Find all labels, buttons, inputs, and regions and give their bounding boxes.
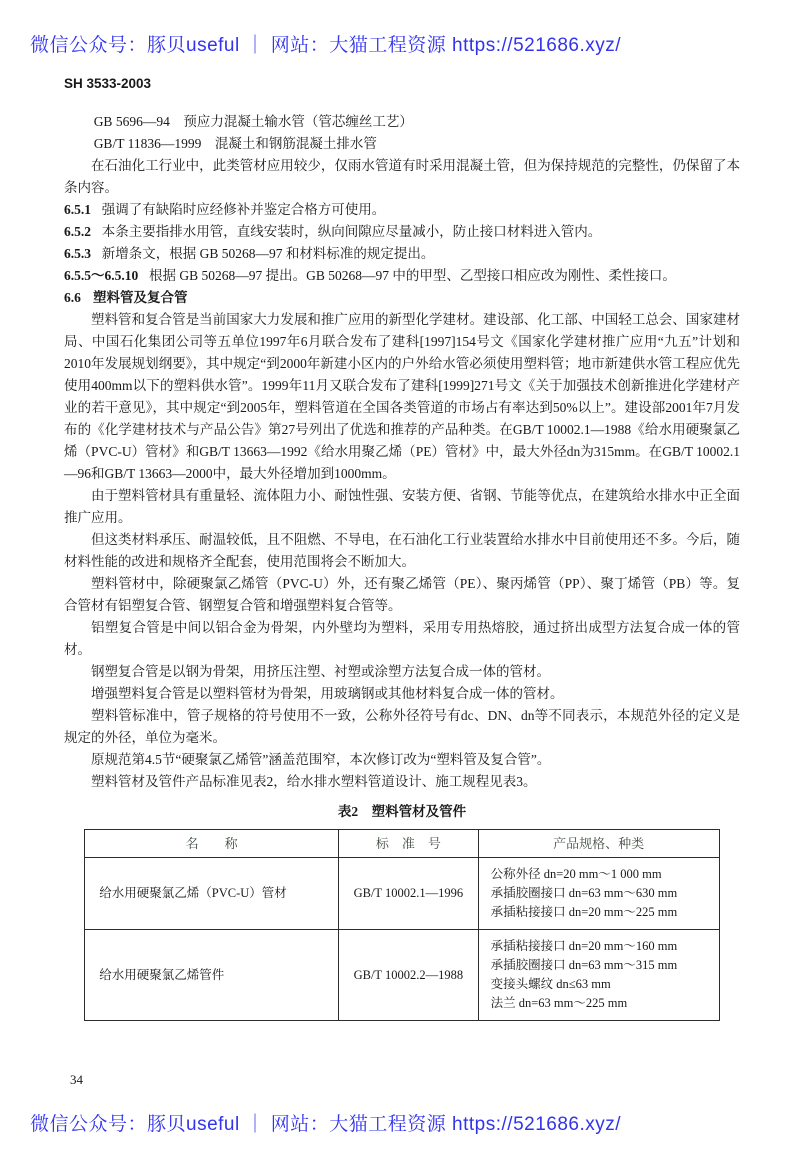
- paragraph: 原规范第4.5节“硬聚氯乙烯管”涵盖范围窄，本次修订改为“塑料管及复合管”。: [91, 752, 551, 767]
- clause-number: 6.5.3: [64, 246, 91, 261]
- spec-line: 承插胶圈接口 dn=63 mm～630 mm: [490, 886, 678, 900]
- clause-6-5-2: [64, 221, 740, 243]
- spec-line: 法兰 dn=63 mm～225 mm: [490, 996, 628, 1010]
- cell-specs: [478, 930, 719, 1021]
- cell-standard-number: GB/T 10002.2—1988: [339, 930, 479, 1021]
- clause-number: 6.5.1: [64, 202, 91, 217]
- clause-6-5-3: [64, 243, 740, 265]
- paragraph: 由于塑料管材具有重量轻、流体阻力小、耐蚀性强、安装方便、省钢、节能等优点，在建筑给水排水中正全面推广应用。: [64, 488, 740, 525]
- section-heading-6-6: [64, 287, 740, 309]
- cell-standard-number: GB/T 10002.1—1996: [339, 858, 479, 930]
- paragraph: 塑料管材中，除硬聚氯乙烯管（PVC-U）外，还有聚乙烯管（PE）、聚丙烯管（PP）、聚丁烯管（PB）等。复合管材有铝塑复合管、钢塑复合管和增强塑料复合管等。: [64, 576, 740, 613]
- table-caption: 表2 塑料管材及管件: [337, 804, 467, 819]
- spec-line: 变接头螺纹 dn≤63 mm: [490, 977, 611, 991]
- cell-specs: [478, 858, 719, 930]
- spec-line: 承插粘接接口 dn=20 mm～225 mm: [490, 905, 678, 919]
- paragraph: 塑料管标准中，管子规格的符号使用不一致，公称外径符号有dc、DN、dn等不同表示，本规范外径的定义是规定的外径，单位为毫米。: [64, 708, 740, 745]
- paragraph: 钢塑复合管是以钢为骨架，用挤压注塑、衬塑或涂塑方法复合成一体的管材。: [91, 664, 550, 679]
- clause-number: 6.5.5～6.5.10: [64, 268, 139, 283]
- clause-6-5-5-to-6-5-10: [64, 265, 740, 287]
- column-header-standard: 标 准 号: [339, 830, 479, 858]
- column-header-name: 名 称: [85, 830, 339, 858]
- page-number: 34: [70, 1072, 83, 1087]
- clause-text: 根据 GB 50268—97 提出。GB 50268—97 中的甲型、乙型接口相应改为刚性、柔性接口。: [149, 268, 676, 283]
- section-number: 6.6: [64, 290, 81, 305]
- watermark-bottom: 微信公众号：豚贝useful ｜ 网站：大猫工程资源 https://521686.xyz/: [30, 1114, 622, 1135]
- clause-text: 本条主要指排水用管，直线安装时，纵向间隙应尽量减小，防止接口材料进入管内。: [101, 224, 602, 239]
- paragraph-intro: 在石油化工行业中，此类管材应用较少，仅雨水管道有时采用混凝土管，但为保持规范的完整性，仍保留了本条内容。: [64, 158, 740, 195]
- table-row: [85, 930, 719, 1021]
- reference-line: GB 5696—94 预应力混凝土输水管（管芯缠丝工艺）: [93, 114, 413, 129]
- watermark-top: 微信公众号：豚贝useful ｜ 网站：大猫工程资源 https://521686.xyz/: [30, 35, 622, 56]
- clause-number: 6.5.2: [64, 224, 91, 239]
- section-title: 塑料管及复合管: [93, 290, 188, 305]
- pipe-standards-table: [84, 829, 719, 1021]
- document-body: [64, 111, 740, 1021]
- clause-6-5-1: [64, 199, 740, 221]
- table-row: [85, 858, 719, 930]
- clause-text: 新增条文，根据 GB 50268—97 和材料标准的规定提出。: [101, 246, 435, 261]
- paragraph: 塑料管材及管件产品标准见表2，给水排水塑料管道设计、施工规程见表3。: [91, 774, 537, 789]
- paragraph: 增强塑料复合管是以塑料管材为骨架，用玻璃钢或其他材料复合成一体的管材。: [91, 686, 564, 701]
- spec-line: 公称外径 dn=20 mm～1 000 mm: [490, 867, 662, 881]
- reference-line: GB/T 11836—1999 混凝土和钢筋混凝土排水管: [93, 136, 377, 151]
- spec-line: 承插粘接接口 dn=20 mm～160 mm: [490, 939, 678, 953]
- cell-product-name: 给水用硬聚氯乙烯（PVC-U）管材: [85, 858, 339, 930]
- column-header-specs: 产品规格、种类: [478, 830, 719, 858]
- table-header-row: [85, 830, 719, 858]
- clause-text: 强调了有缺陷时应经修补并鉴定合格方可使用。: [101, 202, 386, 217]
- spec-line: 承插胶圈接口 dn=63 mm～315 mm: [490, 958, 678, 972]
- paragraph: 但这类材料承压、耐温较低，且不阻燃、不导电，在石油化工行业装置给水排水中目前使用还不多。今后，随材料性能的改进和规格齐全配套，使用范围将会不断加大。: [64, 532, 740, 569]
- paragraph: 铝塑复合管是中间以铝合金为骨架，内外壁均为塑料，采用专用热熔胶，通过挤出成型方法复合成一体的管材。: [64, 620, 740, 657]
- document-content: [64, 76, 740, 1021]
- paragraph: 塑料管和复合管是当前国家大力发展和推广应用的新型化学建材。建设部、化工部、中国轻工总会、国家建材局、中国石化集团公司等五单位1997年6月联合发布了建科[1997]154号文《国家化学建材推广应用“九五”计划和2010年发展规划纲要》，其中规定“到2000年新建小区内的户外给水管必须使用塑料管；地市新建供水管工程应优先使用400mm以下的塑料供水管”。1999年11月又联合发布了建科[1999]271号文《关于加强技术创新推进化学建材产业的若干意见》，其中规定“到2005年，塑料管道在全国各类管道的市场占有率达到50%以上”。建设部2001年7月发布的《化学建材技术与产品公告》第27号列出了优选和推荐的产品种类。在GB/T 10002.1—1988《给水用硬聚氯乙烯（PVC-U）管材》和GB/T 13663—1992《给水用聚乙烯（PE）管材》中，最大外径dn为315mm。在GB/T 10002.1—96和GB/T 13663—2000中，最大外径增加到1000mm。: [64, 312, 740, 481]
- doc-number: SH 3533-2003: [64, 76, 152, 91]
- cell-product-name: 给水用硬聚氯乙烯管件: [85, 930, 339, 1021]
